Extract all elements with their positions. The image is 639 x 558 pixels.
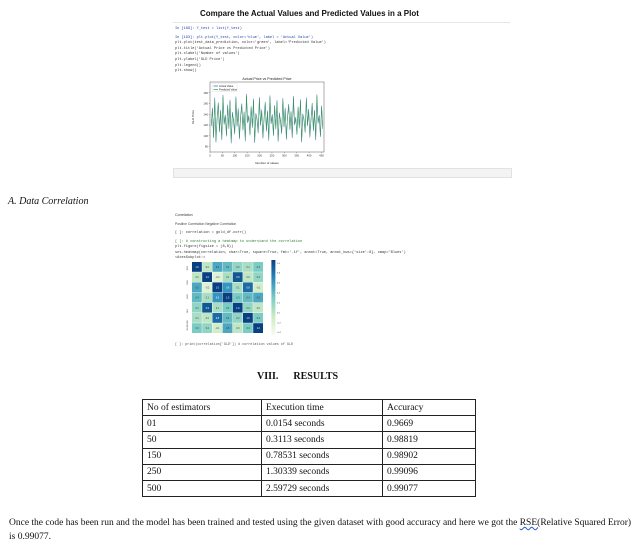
heatmap-cell-label: 0.8 bbox=[246, 287, 250, 290]
cell-estimators: 500 bbox=[143, 480, 262, 496]
heatmap-cell-label: 0.5 bbox=[226, 328, 230, 331]
cell-accuracy: 0.98819 bbox=[383, 432, 476, 448]
cell-accuracy: 0.9669 bbox=[383, 416, 476, 432]
cell-execution-time: 0.3113 seconds bbox=[262, 432, 383, 448]
code-line: plt.show() bbox=[175, 69, 197, 74]
chart-title: Actual Price vs Predicted Price bbox=[242, 77, 292, 81]
heatmap-cell-label: 0.4 bbox=[195, 297, 199, 300]
code-line: plt.xlabel('Number of values') bbox=[175, 52, 240, 57]
y-axis-label: GLD Price bbox=[191, 110, 195, 124]
x-tick-label: 100 bbox=[232, 153, 238, 158]
conclusion-text-after: Relative Squared Error) is 0.99077. bbox=[9, 518, 632, 542]
colorbar-tick-label: 0.0 bbox=[276, 312, 280, 315]
x-tick-label: 0 bbox=[209, 153, 211, 158]
cell-accuracy: 0.99077 bbox=[383, 480, 476, 496]
cell-estimators: 150 bbox=[143, 448, 262, 464]
code-line: plt.ylabel('GLD Price') bbox=[175, 58, 225, 62]
line-chart bbox=[188, 74, 328, 166]
x-tick-label: 350 bbox=[294, 153, 300, 158]
heatmap-cell-label: -0.1 bbox=[256, 287, 261, 290]
code-line: In [193]: plt.plot(Y_test, color='blue', label = 'Actual Value') bbox=[175, 35, 314, 40]
colorbar-tick-label: -0.4 bbox=[276, 332, 281, 335]
table-row bbox=[143, 480, 476, 496]
heatmap-cell-label: 0.5 bbox=[256, 297, 260, 300]
heatmap-cell-label: 1.0 bbox=[226, 297, 230, 300]
y-tick-label: 160 bbox=[203, 101, 208, 106]
code-line: [ ]: # constructing a heatmap to understand the correlation bbox=[175, 240, 303, 245]
code-cell-footer: [ ]: print(correlation['GLD']) # correlation values of GLD bbox=[175, 343, 294, 347]
heatmap-cell-label: 0.0 bbox=[195, 277, 199, 280]
x-tick-label: 50 bbox=[220, 153, 224, 158]
cell-execution-time: 1.30339 seconds bbox=[262, 464, 383, 480]
code-line: plt.figure(figsize = (8,8)) bbox=[175, 245, 234, 250]
table-row bbox=[143, 416, 476, 432]
heatmap-row-label: GLD bbox=[187, 280, 189, 285]
heatmap-cell-label: 0.0 bbox=[256, 307, 260, 310]
x-tick-label: 400 bbox=[306, 153, 312, 158]
heatmap-cell-label: 0.4 bbox=[226, 318, 230, 320]
heatmap-cell-label: 0.5 bbox=[195, 287, 199, 290]
conclusion-text-before: Once the code has been run and the model has been trained and tested using the given dataset with good accuracy and here we got the bbox=[9, 518, 520, 528]
heatmap-cell-label: 0.6 bbox=[226, 287, 230, 290]
heatmap-cell-label: 1.0 bbox=[256, 328, 260, 331]
conclusion-paragraph bbox=[9, 516, 634, 544]
heatmap-cell-label: 0.0 bbox=[236, 328, 240, 331]
heatmap-cell-label: 0.5 bbox=[215, 267, 220, 269]
heatmap-cell-label: 0.0 bbox=[246, 277, 250, 280]
x-tick-label: 200 bbox=[257, 153, 262, 158]
cell-execution-time: 0.0154 seconds bbox=[262, 416, 383, 432]
heatmap-cell-label: 0.3 bbox=[256, 267, 260, 269]
legend-label: Actual Value bbox=[219, 85, 234, 88]
x-tick-label: 450 bbox=[319, 153, 324, 158]
table-row bbox=[143, 448, 476, 464]
heatmap-row-label: SLV bbox=[187, 308, 189, 313]
x-tick-label: 150 bbox=[244, 153, 250, 158]
colorbar-tick-label: 0.4 bbox=[276, 292, 280, 295]
y-tick-label: 80 bbox=[204, 144, 208, 149]
cell-execution-time: 2.59729 seconds bbox=[262, 480, 383, 496]
y-tick-label: 180 bbox=[203, 90, 208, 95]
table-row bbox=[143, 464, 476, 480]
header-estimators: No of estimators bbox=[143, 400, 262, 416]
cell-accuracy: 0.99096 bbox=[383, 464, 476, 480]
heatmap-cell-label: 0.0 bbox=[205, 267, 209, 269]
heatmap-cell-label: 0.2 bbox=[195, 307, 199, 310]
colorbar-tick-label: -0.2 bbox=[276, 322, 281, 325]
code-line: <AxesSubplot:> bbox=[175, 255, 206, 260]
heatmap-row-label: SPX bbox=[187, 265, 189, 271]
heatmap-cell-label: 0.3 bbox=[256, 318, 260, 320]
heatmap-cell-label: 0.2 bbox=[246, 307, 250, 310]
x-tick-label: 300 bbox=[282, 153, 287, 158]
y-tick-label: 120 bbox=[203, 123, 208, 128]
legend-label: Predicted Value bbox=[219, 88, 238, 92]
colorbar bbox=[271, 260, 275, 335]
code-line: plt.title('Actual Price vs Predicted Price') bbox=[175, 46, 270, 51]
colorbar-tick-label: 0.6 bbox=[276, 282, 280, 285]
heatmap-cell-label: 0.9 bbox=[236, 277, 240, 280]
heatmap-cell-label: 0.3 bbox=[236, 297, 240, 300]
figure-title: Compare the Actual Values and Predicted Values in a Plot bbox=[200, 9, 419, 18]
x-tick-label: 250 bbox=[269, 153, 275, 158]
cell-execution-time: 0.78531 seconds bbox=[262, 448, 383, 464]
cell-accuracy: 0.98902 bbox=[383, 448, 476, 464]
y-tick-label: 140 bbox=[203, 112, 208, 117]
table-header-row bbox=[143, 400, 476, 416]
x-axis-label: Number of values bbox=[255, 161, 279, 165]
heatmap-cell-label: 0.1 bbox=[226, 277, 230, 280]
heatmap-cell-label: 0.1 bbox=[195, 318, 199, 320]
correlation-subheading: Positive Correlation Negative Correlation bbox=[175, 222, 237, 226]
heatmap-cell-label: 1.0 bbox=[236, 307, 240, 310]
heatmap-cell-label: 0.0 bbox=[205, 318, 209, 320]
heatmap-cell-label: 0.6 bbox=[215, 297, 220, 300]
heatmap-cell-label: 0.3 bbox=[226, 307, 230, 310]
colorbar-tick-label: 0.8 bbox=[276, 272, 280, 275]
header-accuracy: Accuracy bbox=[383, 400, 476, 416]
correlation-heatmap bbox=[178, 258, 288, 340]
correlation-heading: Correlation bbox=[175, 213, 193, 217]
heatmap-cell-label: 0.1 bbox=[246, 267, 250, 269]
heatmap-cell-label: 0.8 bbox=[215, 318, 220, 320]
results-heading: VIII. RESULTS bbox=[257, 371, 339, 382]
results-table bbox=[142, 399, 476, 497]
y-tick-label: 100 bbox=[203, 133, 208, 138]
cell-estimators: 01 bbox=[143, 416, 262, 432]
code-line: plt.legend() bbox=[175, 63, 201, 68]
section-heading: A. Data Correlation bbox=[8, 196, 89, 207]
heatmap-cell-label: 0.9 bbox=[205, 307, 209, 310]
heatmap-cell-label: 0.2 bbox=[205, 328, 209, 331]
colorbar-tick-label: 1.0 bbox=[276, 262, 280, 265]
spellcheck-squiggle: RSE( bbox=[519, 518, 541, 528]
code-line: sns.heatmap(correlation, cbar=True, square=True, fmt='.1f', annot=True, annot_kws={'size':8}, cmap='Blues') bbox=[175, 250, 406, 255]
heatmap-row-label: EUR/USD bbox=[187, 320, 189, 331]
cell-estimators: 250 bbox=[143, 464, 262, 480]
code-line: plt.plot(test_data_prediction, color='green', label='Predicted Value') bbox=[175, 41, 326, 46]
heatmap-cell-label: 0.1 bbox=[205, 297, 209, 300]
heatmap-cell-label: -0.1 bbox=[215, 328, 220, 331]
code-line: [ ]: correlation = gold_df.corr() bbox=[175, 231, 247, 235]
heatmap-cell-label: 1.0 bbox=[246, 318, 250, 320]
heatmap-cell-label: 0.3 bbox=[195, 328, 199, 331]
heatmap-cell-label: -0.2 bbox=[215, 277, 220, 280]
heatmap-cell-label: 1.0 bbox=[195, 267, 199, 269]
heatmap-cell-label: 0.4 bbox=[246, 297, 250, 300]
heatmap-cell-label: 0.2 bbox=[236, 267, 240, 269]
code-line: In [189]: Y_test = list(Y_test) bbox=[175, 27, 242, 31]
table-row bbox=[143, 432, 476, 448]
heatmap-cell-label: 0.2 bbox=[256, 277, 260, 280]
heatmap-cell-label: 0.1 bbox=[236, 287, 240, 290]
heatmap-cell-label: 0.4 bbox=[226, 267, 230, 269]
colorbar-tick-label: 0.2 bbox=[276, 302, 280, 305]
heatmap-cell-label: 1.0 bbox=[215, 287, 220, 290]
heatmap-cell-label: 0.1 bbox=[215, 307, 220, 310]
heatmap-row-label: USO bbox=[187, 294, 189, 300]
heatmap-cell-label: 0.3 bbox=[246, 328, 250, 331]
heatmap-cell-label: 0.2 bbox=[236, 318, 240, 320]
output-cell-bar bbox=[173, 168, 512, 178]
title-divider bbox=[173, 22, 510, 23]
heatmap-cell-label: -0.2 bbox=[205, 287, 210, 290]
cell-estimators: 50 bbox=[143, 432, 262, 448]
header-execution-time: Execution time bbox=[262, 400, 383, 416]
heatmap-cell-label: 1.0 bbox=[205, 277, 209, 280]
